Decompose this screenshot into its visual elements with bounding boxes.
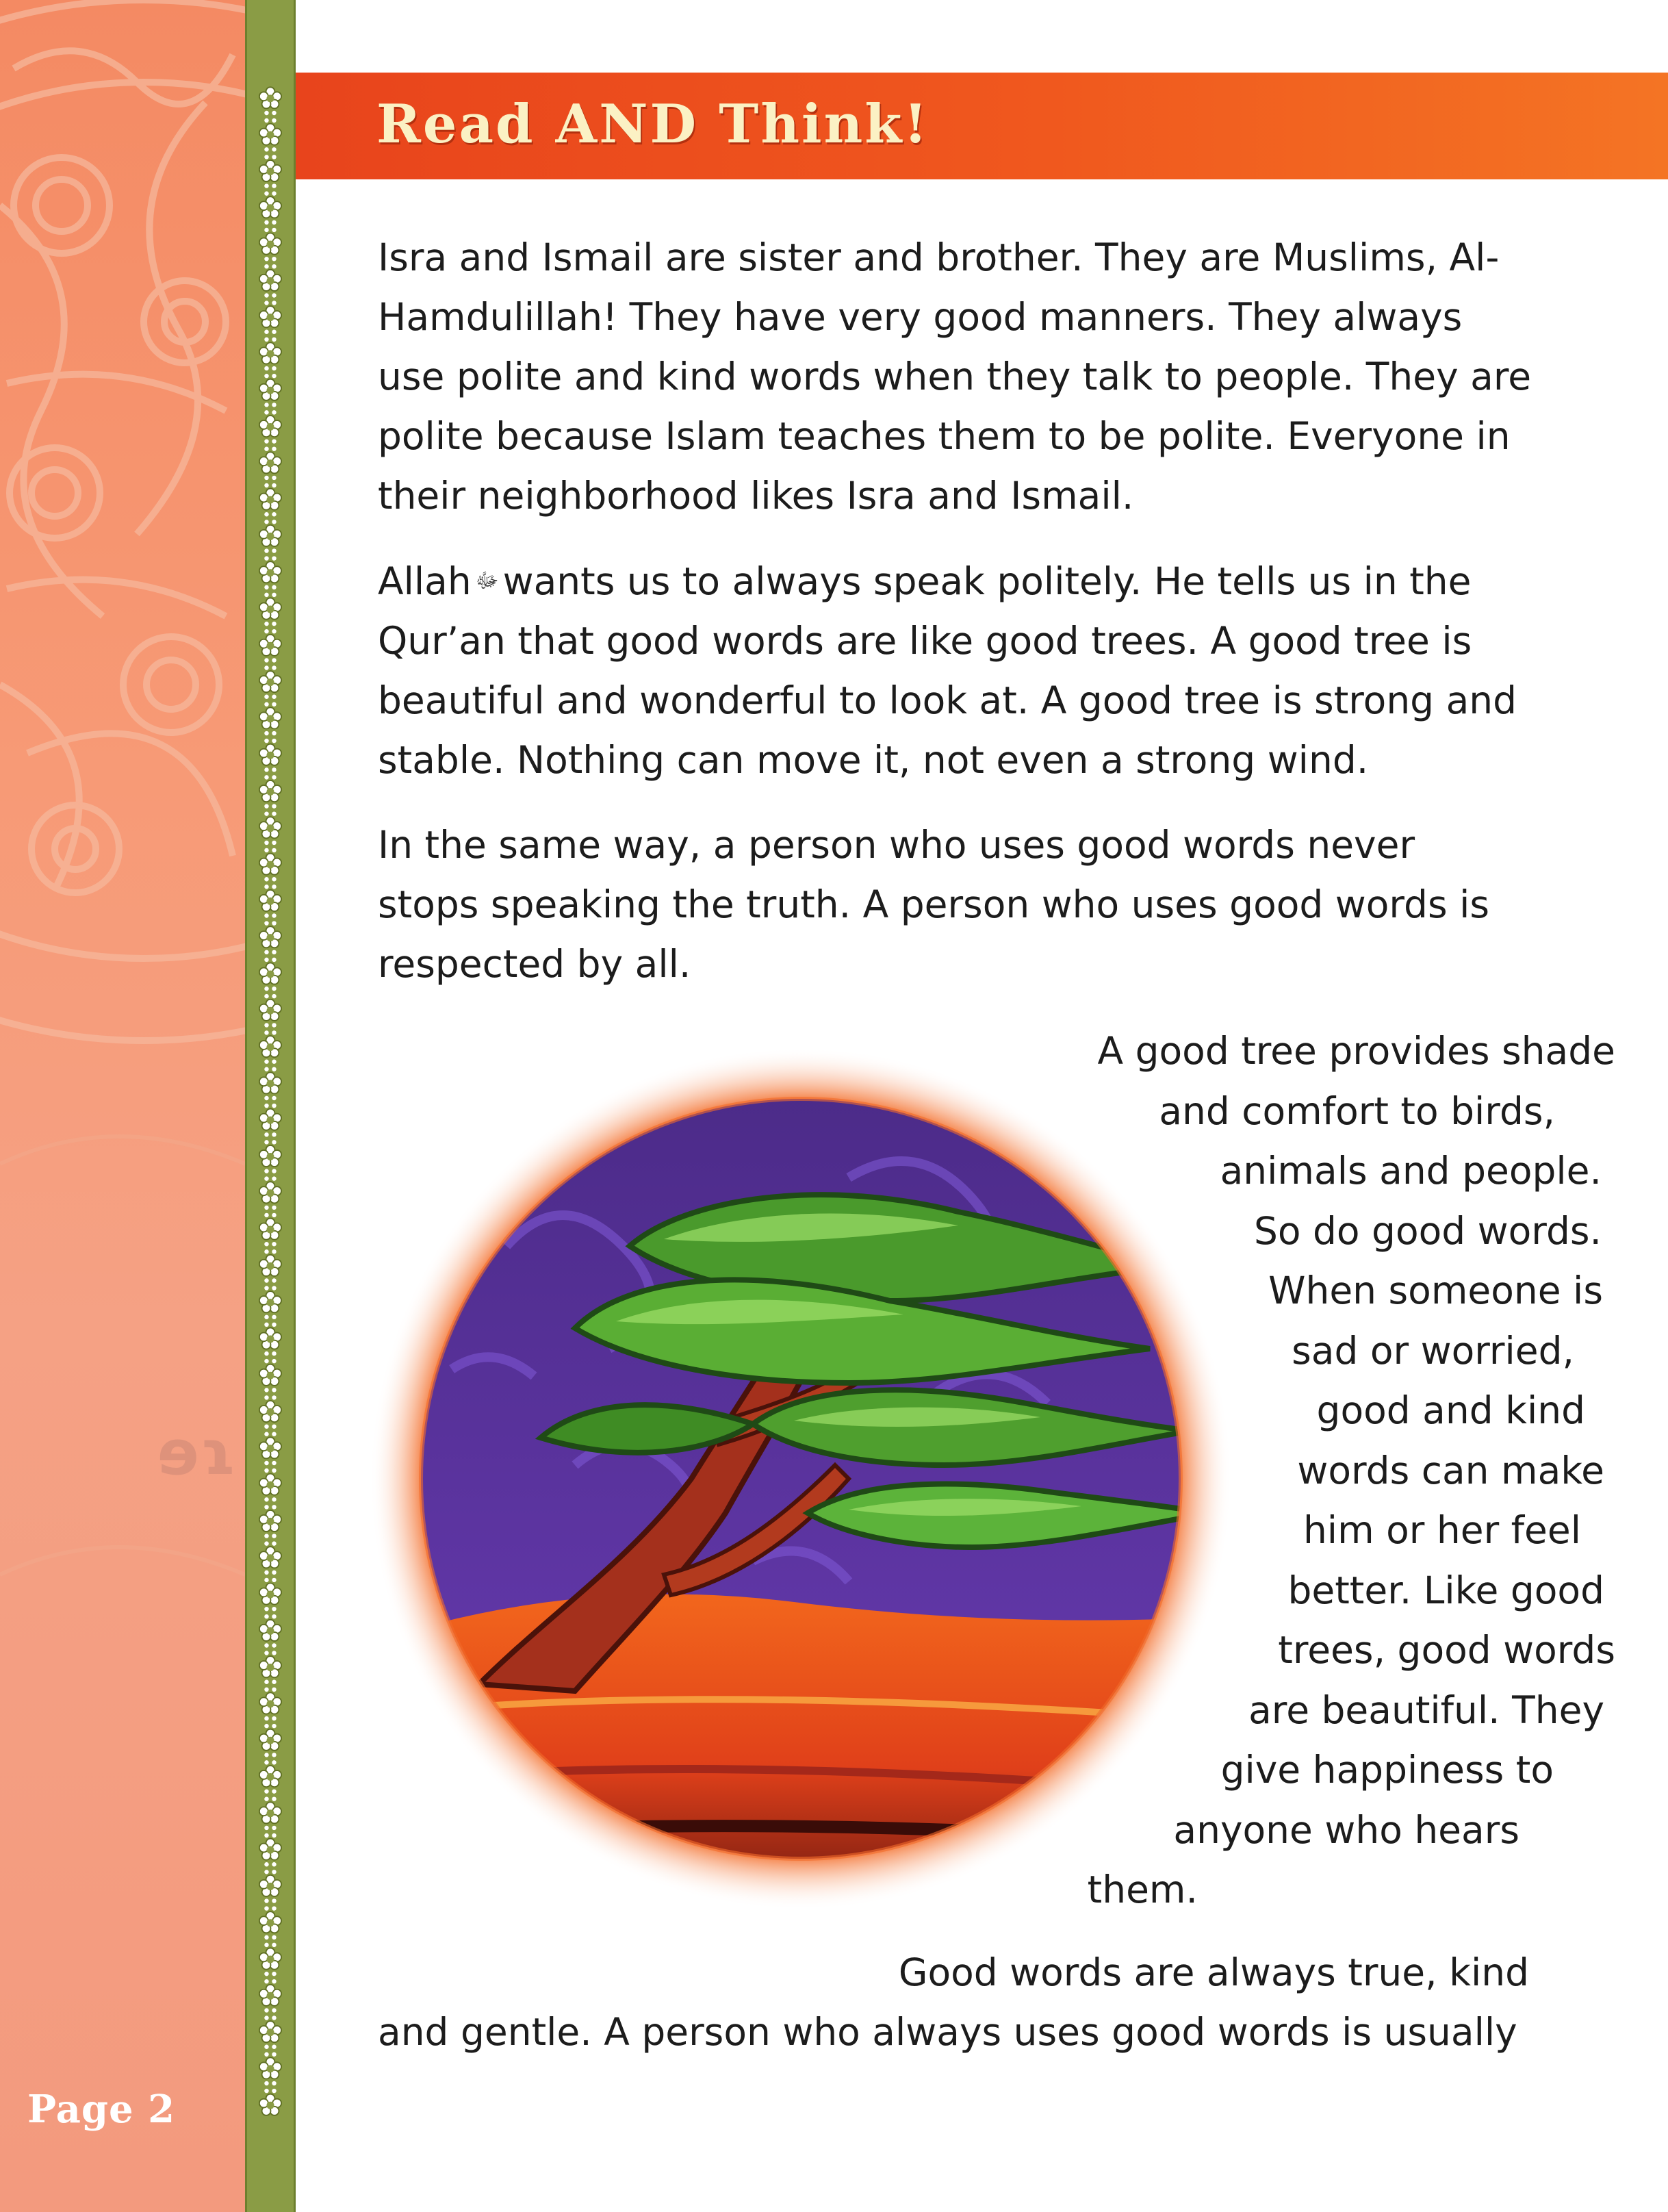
text-line: are beautiful. They — [1248, 1688, 1604, 1732]
paragraph-shade-comfort — [1027, 1021, 1615, 1920]
text-line: good and kind — [1316, 1388, 1585, 1432]
text-line: their neighborhood likes Isra and Ismail. — [378, 474, 1134, 518]
arabesque-ornament-icon — [0, 0, 245, 2212]
flower-bead-border-icon — [245, 0, 296, 2212]
text-line: polite because Islam teaches them to be polite. Everyone in — [378, 414, 1511, 458]
text-line: use polite and kind words when they talk to people. They are — [378, 355, 1532, 398]
text-fragment: wants us to always speak politely. He tells us in the — [502, 559, 1472, 603]
paragraph-good-words-true — [378, 1943, 1596, 2062]
text-line: stable. Nothing can move it, not even a strong wind. — [378, 738, 1369, 782]
text-line: sad or worried, — [1292, 1328, 1574, 1373]
side-decorative-panel — [0, 0, 245, 2212]
text-line: them. — [1087, 1868, 1198, 1911]
page-title: Read AND Think! — [376, 93, 929, 155]
text-line: trees, good words — [1278, 1628, 1615, 1672]
paragraph-same-way — [378, 815, 1610, 994]
text-line: In the same way, a person who uses good words never — [378, 823, 1415, 867]
text-line: better. Like good — [1287, 1568, 1604, 1612]
text-line: When someone is — [1268, 1269, 1603, 1312]
text-line: and gentle. A person who always uses good words is usually — [378, 2010, 1517, 2054]
text-line: him or her feel — [1303, 1508, 1581, 1552]
text-line: and comfort to birds, — [1159, 1089, 1555, 1133]
text-line: Good words are always true, kind — [898, 1950, 1529, 1994]
show-through-text: ɘɿ — [157, 1417, 236, 1489]
text-line: respected by all. — [378, 942, 691, 986]
text-line: Qur’an that good words are like good trees. A good tree is — [378, 619, 1472, 663]
text-line: give happiness to — [1220, 1748, 1554, 1792]
text-line: Isra and Ismail are sister and brother. They are Muslims, Al- — [378, 236, 1500, 279]
text-line: A good tree provides shade — [1097, 1029, 1615, 1073]
section-header-bar — [296, 73, 1668, 179]
honorific-glyph: ﷻ — [475, 569, 499, 593]
text-line: So do good words. — [1253, 1208, 1602, 1253]
text-line: beautiful and wonderful to look at. A good tree is strong and — [378, 678, 1517, 722]
text-line: stops speaking the truth. A person who uses good words is — [378, 882, 1490, 926]
text-line: animals and people. — [1220, 1149, 1602, 1193]
text-line: anyone who hears — [1173, 1807, 1519, 1852]
page-number-label: Page 2 — [27, 2087, 176, 2132]
text-line — [378, 551, 1610, 611]
allah-word: Allah — [378, 559, 472, 603]
paragraph-good-trees — [378, 551, 1610, 790]
text-line: words can make — [1297, 1448, 1604, 1492]
text-line: Hamdulillah! They have very good manners. They always — [378, 295, 1463, 339]
paragraph-intro — [378, 228, 1610, 526]
